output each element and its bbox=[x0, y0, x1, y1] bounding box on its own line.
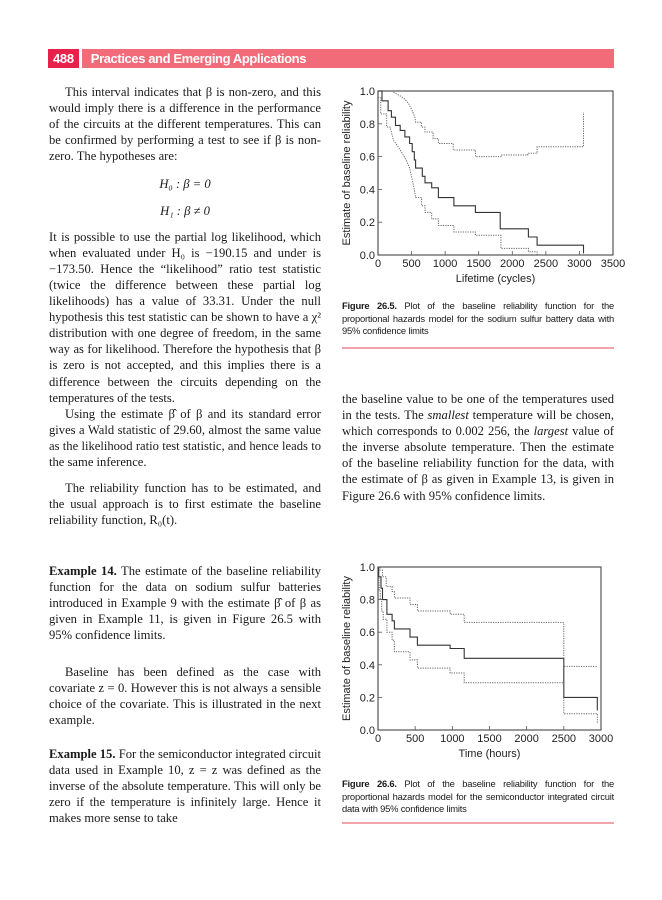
x-tick-label: 2500 bbox=[551, 733, 577, 745]
x-tick-label: 3500 bbox=[600, 258, 626, 270]
example-14-label: Example 14. bbox=[49, 564, 117, 578]
figure-26-6-rule bbox=[342, 822, 614, 824]
y-axis-label: Estimate of baseline reliability bbox=[341, 576, 353, 721]
y-tick-label: 0.2 bbox=[359, 217, 375, 230]
x-tick-label: 1000 bbox=[432, 258, 458, 270]
plot-frame bbox=[378, 567, 601, 730]
x-tick-label: 3000 bbox=[588, 733, 614, 745]
y-tick-label: 0.2 bbox=[359, 692, 375, 705]
x-axis-label: Time (hours) bbox=[458, 748, 521, 760]
y-tick-label: 1.0 bbox=[359, 86, 375, 98]
y-tick-label: 0.6 bbox=[359, 151, 375, 164]
confidence-limit-curve bbox=[378, 98, 582, 255]
example-14-text: The estimate of the baseline reliability function for the data on sodium sulfur batteries introduced in Example 9 with the estimate β̂ of β as given in Example 11, is given in Figure 26.5 with 95% confidence limits. bbox=[49, 564, 322, 643]
figure-26-5-rule bbox=[342, 347, 614, 349]
left-column bbox=[49, 84, 321, 528]
y-tick-label: 0.0 bbox=[359, 725, 375, 737]
y-tick-label: 0.4 bbox=[359, 184, 375, 197]
page-number: 488 bbox=[48, 49, 79, 68]
confidence-limit-curve bbox=[378, 578, 597, 723]
y-tick-label: 1.0 bbox=[359, 562, 375, 574]
figure-26-6-label: Figure 26.6. bbox=[342, 778, 397, 789]
figure-26-5-text: Plot of the baseline reliability function for the proportional hazards model for the sodium sulfur battery data with 95% confidence limits bbox=[342, 300, 614, 337]
text-span: value of the inverse absolute temperature. Then the estimate of the baseline reliability function for the data, with the estimate of β as given in Example 13, is given in Figure 26.6 with 95% confidence limits. bbox=[342, 424, 615, 503]
x-tick-label: 1500 bbox=[466, 258, 491, 270]
paragraph-reliability: The reliability function has to be estimated, and the usual approach is to first estimate the baseline reliability function, R₀(t). bbox=[49, 481, 321, 528]
paragraph-wald: Using the estimate β̂ of β and its standard error gives a Wald statistic of 29.60, almost the same value as the likelihood ratio test statistic, and hence leads to the same inference. bbox=[49, 406, 321, 469]
emphasis-smallest: smallest bbox=[427, 408, 469, 423]
running-header bbox=[48, 49, 614, 68]
equation-h1: H₁ : β ≠ 0 bbox=[160, 203, 210, 218]
x-tick-label: 0 bbox=[374, 258, 382, 270]
x-tick-label: 500 bbox=[405, 733, 425, 745]
paragraph-baseline: Baseline has been defined as the case with covariate z = 0. However this is not always a sensible choice of the covariate. This is illustrated in the next example. bbox=[49, 665, 321, 728]
x-tick-label: 1000 bbox=[440, 733, 465, 745]
emphasis-largest: largest bbox=[533, 424, 569, 439]
x-tick-label: 3000 bbox=[567, 258, 592, 270]
y-tick-label: 0.8 bbox=[359, 118, 375, 131]
baseline-paragraph-block bbox=[49, 664, 321, 728]
figure-26-6-text: Plot of the baseline reliability function for the proportional hazards model for the semiconductor integrated circuit data with 95% confidence limits bbox=[342, 778, 614, 815]
confidence-limit-curve bbox=[391, 91, 583, 157]
x-tick-label: 500 bbox=[402, 258, 421, 270]
x-tick-label: 0 bbox=[374, 733, 382, 745]
x-tick-label: 2000 bbox=[500, 258, 525, 270]
confidence-limit-curve bbox=[378, 567, 597, 666]
figure-26-6-chart bbox=[336, 556, 626, 766]
y-tick-label: 0.4 bbox=[359, 659, 375, 672]
plot-frame bbox=[378, 91, 613, 255]
example-15-text: For the semiconductor integrated circuit data used in Example 10, z = z was defined as the inverse of the absolute temperature. This will only be zero if the temperature is infinitely large. Hence it makes more sense to take bbox=[49, 747, 321, 826]
equation-h0: H₀ : β = 0 bbox=[159, 177, 211, 192]
figure-26-5-chart bbox=[336, 80, 626, 285]
y-tick-label: 0.0 bbox=[359, 250, 375, 262]
paragraph-likelihood: It is possible to use the partial log likelihood, which when evaluated under H₀ is −190.15 and under is −173.50. Hence the “likelihood” ratio test statistic (twice the difference between these partial log likelihoods) has a value of 33.31. Under the null hypothesis this test statistic can be shown to have a χ² distribution with one degree of freedom, in the same way as for likelihood. Therefore the hypothesis that β is zero is not accepted, and this implies there is a difference between the circuits depending on the temperatures of the tests. bbox=[49, 229, 321, 405]
example-15-label: Example 15. bbox=[49, 747, 116, 761]
paragraph-baseline-temperature bbox=[342, 391, 614, 504]
text-span: temperature will be chosen, which corresponds to 0.002 256, the bbox=[342, 408, 614, 439]
example-15 bbox=[49, 746, 321, 826]
figure-26-6-caption bbox=[342, 778, 614, 816]
right-column bbox=[342, 391, 614, 504]
figure-26-5-caption bbox=[342, 300, 614, 338]
x-axis-label: Lifetime (cycles) bbox=[455, 273, 536, 285]
reliability-curve bbox=[378, 91, 584, 253]
y-axis-label: Estimate of baseline reliability bbox=[341, 100, 353, 246]
running-title: Practices and Emerging Applications bbox=[82, 49, 614, 68]
y-tick-label: 0.6 bbox=[359, 627, 375, 640]
figure-26-5-label: Figure 26.5. bbox=[342, 300, 397, 311]
x-tick-label: 1500 bbox=[477, 733, 502, 745]
example-14 bbox=[49, 563, 321, 643]
x-tick-label: 2500 bbox=[533, 258, 559, 270]
y-tick-label: 0.8 bbox=[359, 594, 375, 607]
paragraph-interval: This interval indicates that β is non-zero, and this would imply there is a difference in the performance of the circuits at the different temperatures. This can be confirmed by performing a test to see if β is non-zero. The hypotheses are: bbox=[49, 85, 321, 164]
x-tick-label: 2000 bbox=[514, 733, 539, 745]
text-span: the baseline value to be one of the temperatures used in the tests. The bbox=[342, 392, 614, 423]
reliability-curve bbox=[378, 567, 597, 710]
